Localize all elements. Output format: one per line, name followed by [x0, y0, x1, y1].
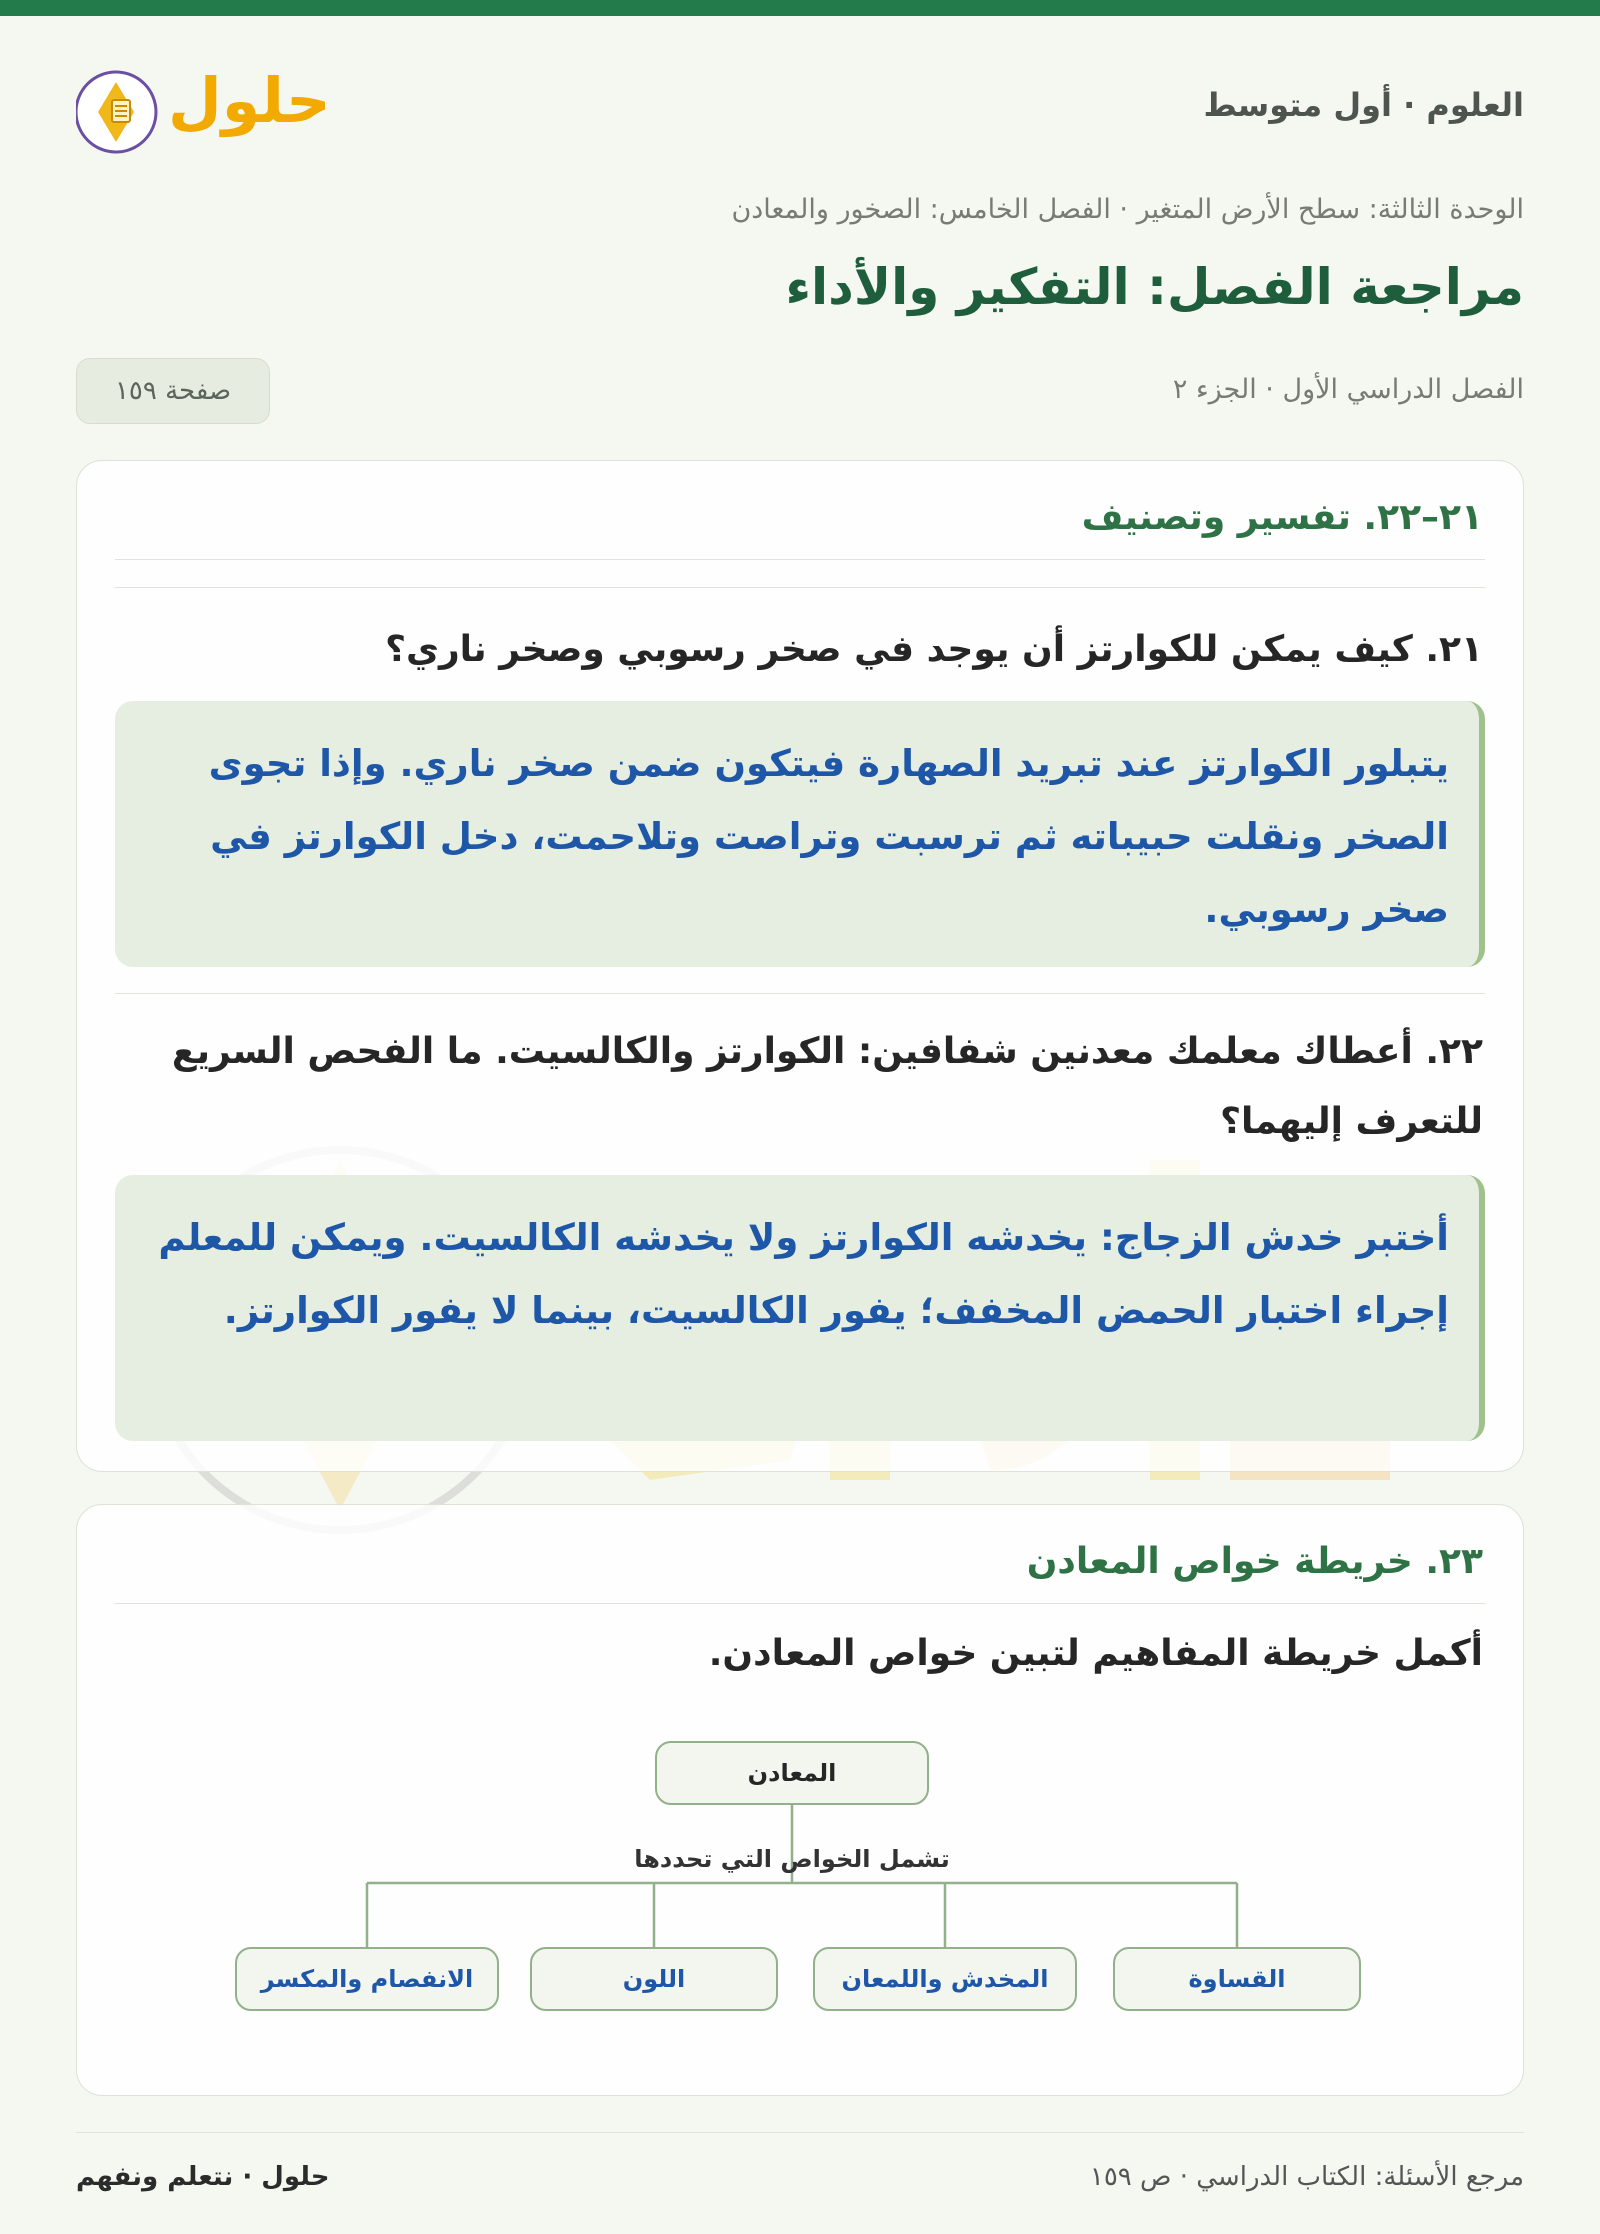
footer-reference: مرجع الأسئلة: الكتاب الدراسي · ص ١٥٩	[1089, 2162, 1524, 2192]
breadcrumb: الوحدة الثالثة: سطح الأرض المتغير · الفصل الخامس: الصخور والمعادن	[731, 194, 1524, 225]
hulul-logo[interactable]	[76, 60, 336, 160]
divider	[115, 587, 1485, 588]
divider	[115, 993, 1485, 994]
concept-link-label: تشمل الخواص التي تحددها	[634, 1845, 950, 1873]
section-title: ٢١–٢٢. تفسير وتصنيف	[1081, 497, 1483, 538]
divider	[115, 559, 1485, 560]
page-title: مراجعة الفصل: التفكير والأداء	[785, 258, 1524, 316]
subject-label: العلوم · أول متوسط	[1203, 86, 1524, 124]
questions-card	[76, 460, 1524, 1472]
concept-leaf-cleavage-fracture: الانفصام والمكسر	[235, 1947, 499, 2011]
concept-root-minerals: المعادن	[655, 1741, 929, 1805]
page-header	[76, 60, 1524, 160]
concept-leaf-hardness: القساوة	[1113, 1947, 1361, 2011]
question-22: ٢٢. أعطاك معلمك معدنين شفافين: الكوارتز والكالسيت. ما الفحص السريع للتعرف إليهما؟	[171, 1031, 1483, 1142]
instruction-text: أكمل خريطة المفاهيم لتبين خواص المعادن.	[708, 1633, 1483, 1674]
section-title: ٢٣. خريطة خواص المعادن	[1026, 1541, 1483, 1582]
top-accent-bar	[0, 0, 1600, 16]
semester-label: الفصل الدراسي الأول · الجزء ٢	[1172, 374, 1524, 405]
footer-divider	[76, 2132, 1524, 2133]
logo-text: حلول	[168, 64, 331, 137]
answer-21: يتبلور الكوارتز عند تبريد الصهارة فيتكون ضمن صخر ناري. وإذا تجوى الصخر ونقلت حبيباته ثم ترسبت وتراصت وتلاحمت، دخل الكوارتز في صخر رسوبي.	[115, 701, 1485, 967]
footer-brand: حلول · نتعلم ونفهم	[76, 2162, 330, 2192]
page-number-badge: صفحة ١٥٩	[76, 358, 270, 424]
concept-leaf-color: اللون	[530, 1947, 778, 2011]
concept-leaf-streak-luster: المخدش واللمعان	[813, 1947, 1077, 2011]
question-21: ٢١. كيف يمكن للكوارتز أن يوجد في صخر رسوبي وصخر ناري؟	[385, 629, 1483, 670]
concept-map-card	[76, 1504, 1524, 2096]
answer-22: أختبر خدش الزجاج: يخدشه الكوارتز ولا يخدشه الكالسيت. ويمكن للمعلم إجراء اختبار الحمض المخفف؛ يفور الكالسيت، بينما لا يفور الكوارتز.	[115, 1175, 1485, 1441]
